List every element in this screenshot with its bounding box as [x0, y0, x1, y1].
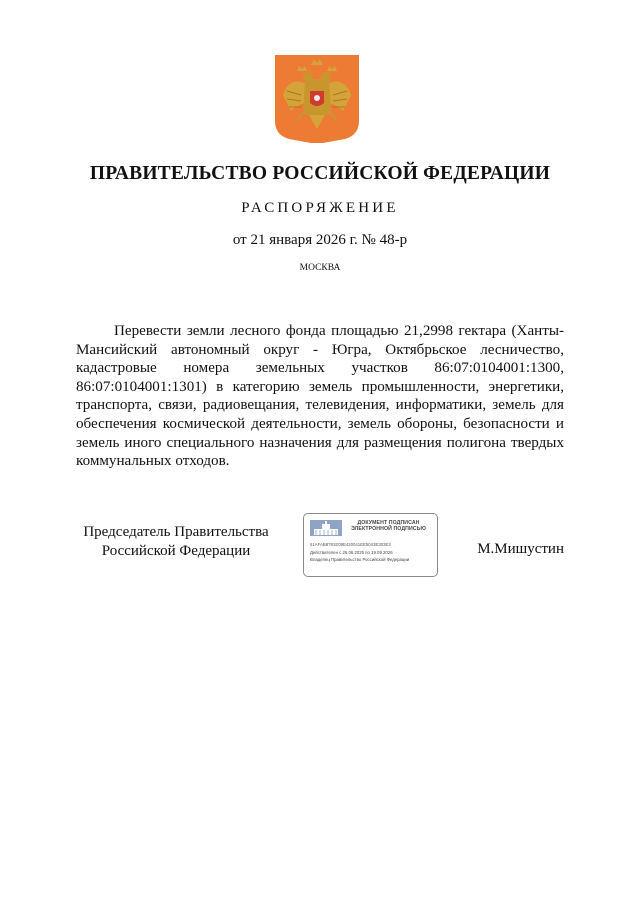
- document-type: РАСПОРЯЖЕНИЕ: [241, 200, 399, 216]
- electronic-signature-stamp: [303, 513, 438, 577]
- signer-title-line: Российской Федерации: [101, 542, 251, 559]
- government-building-icon: [310, 520, 342, 536]
- government-title: ПРАВИТЕЛЬСТВО РОССИЙСКОЙ ФЕДЕРАЦИИ: [89, 163, 551, 184]
- stamp-owner: Владелец Правительство Российской Федерации: [310, 557, 410, 562]
- document-date-number: от 21 января 2026 г. № 48-р: [232, 232, 408, 248]
- stamp-validity: Действителен с 26.06.2025 по 19.09.2026: [310, 550, 393, 555]
- stamp-heading: ДОКУМЕНТ ПОДПИСАН ЭЛЕКТРОННОЙ ПОДПИСЬЮ: [351, 520, 426, 533]
- stamp-certificate: 51AFAB8781E09E420041EE5043E303E3: [310, 542, 391, 547]
- signer-name: М.Мишустин: [477, 541, 564, 557]
- order-body-text: Перевести земли лесного фонда площадью 21,2998 гектара (Ханты-Мансийский автономный округ - Югра, Октябрьское лесничество, кадастровые номера земельных участков 86:07:0104001:1300, 86:07:0104001:1301) в категорию земель промышленности, энергетики, транспорта, связи, радиовещания, телевидения, информатики, земель для обеспечения космической деятельности, земель обороны, безопасности и земель иного специального назначения для размещения полигона твердых коммунальных отходов.: [76, 323, 564, 470]
- document-city: МОСКВА: [299, 263, 341, 273]
- signer-title: [76, 523, 276, 560]
- russian-coat-of-arms-icon: [275, 55, 359, 143]
- signer-title-line: Председатель Правительства: [83, 524, 269, 540]
